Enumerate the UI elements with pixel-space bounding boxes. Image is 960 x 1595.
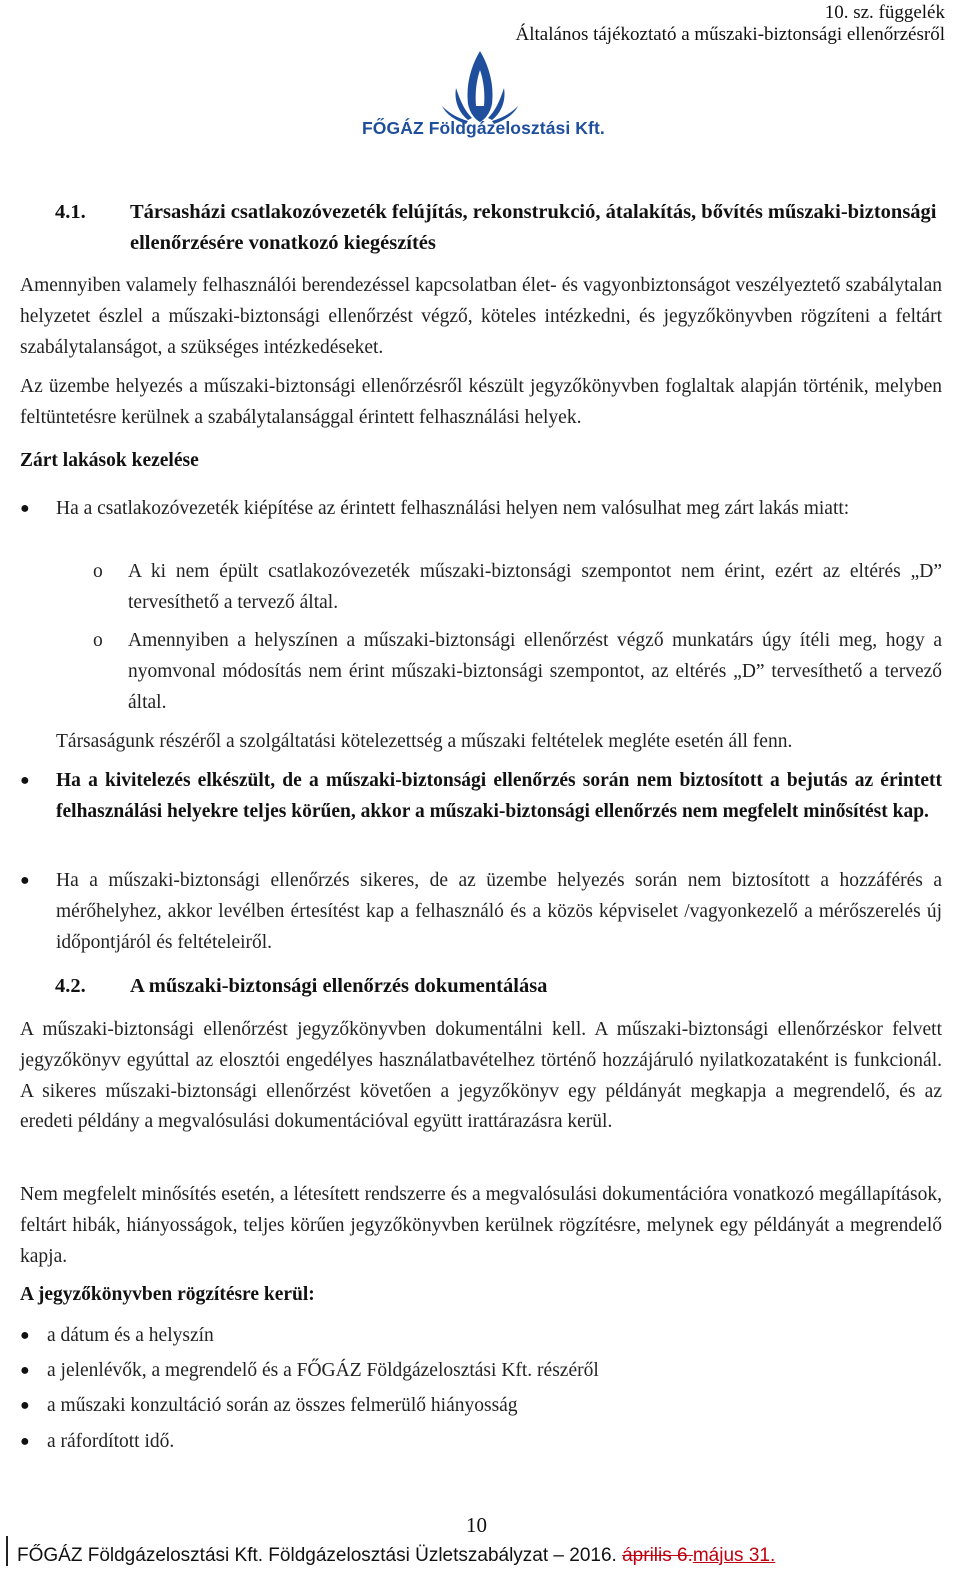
closed-apartments-heading: Zárt lakások kezelése — [20, 450, 199, 471]
record-heading: A jegyzőkönyvben rögzítésre kerül: — [20, 1284, 315, 1305]
sub-bullet-marker: o — [93, 630, 103, 651]
bullet-marker: ● — [20, 772, 30, 789]
sub-bullet-marker: o — [93, 561, 103, 582]
footer-deleted-date: április 6. — [622, 1545, 693, 1566]
bullet-marker: ● — [20, 1362, 30, 1379]
sub-item-1: A ki nem épült csatlakozóvezeték műszaki-biztonsági szempontot nem érint, ezért az eltérés „D” tervesíthető a tervező által. — [128, 561, 942, 613]
appendix-label: 10. sz. függelék — [824, 2, 945, 23]
bullet-meter-access: Ha a műszaki-biztonsági ellenőrzés sikeres, de az üzembe helyezés során nem biztosított a hozzáférés a mérőhelyhez, akkor levélben értesítést kap a felhasználó és a közös képviselet /vagyonkezelő a mérőszerelés új időpontjáról és feltételeiről. — [56, 870, 942, 953]
footer-inserted-date: május 31. — [692, 1545, 776, 1566]
paragraph-commissioning: Az üzembe helyezés a műszaki-biztonsági ellenőrzésről készült jegyzőkönyvben foglaltak alapján történik, melyben feltüntetésre kerülnek a szabálytalansággal érintett felhasználási helyek. — [20, 376, 942, 428]
list-item: a dátum és a helyszín — [47, 1325, 214, 1346]
section-number: 4.2. — [55, 975, 86, 997]
sub-item-2: Amennyiben a helyszínen a műszaki-biztonsági ellenőrzést végző munkatárs úgy ítéli meg, hogy a nyomvonal módosítás nem érint műszaki-biztonsági szempontot, az eltérés „D” tervesíthető a tervező által. — [128, 630, 942, 713]
section-title: A műszaki-biztonsági ellenőrzés dokumentálása — [130, 975, 548, 997]
list-item: a jelenlévők, a megrendelő és a FŐGÁZ Földgázelosztási Kft. részéről — [47, 1360, 599, 1381]
list-item: a műszaki konzultáció során az összes felmerülő hiányosság — [47, 1395, 518, 1416]
bullet-marker: ● — [20, 500, 30, 517]
bullet-access-not-provided: Ha a kivitelezés elkészült, de a műszaki-biztonsági ellenőrzés során nem biztosított a bejutás az érintett felhasználási helyekre teljes körűen, akkor a műszaki-biztonsági ellenőrzés nem megfelelt minősítést kap. — [56, 770, 942, 822]
logo-wordmark: FŐGÁZ Földgázelosztási Kft. — [362, 118, 605, 138]
bullet-closed-apartment: Ha a csatlakozóvezeték kiépítése az érintett felhasználási helyen nem valósulhat meg zárt lakás miatt: — [56, 498, 850, 519]
bullet-marker: ● — [20, 1433, 30, 1450]
paragraph-irregularity: Amennyiben valamely felhasználói berendezéssel kapcsolatban élet- és vagyonbiztonságot veszélyeztető szabálytalan helyzetet észlel a műszaki-biztonsági ellenőrzést végző, köteles intézkedni, és jegyzőkönyvben rögzíteni a feltárt szabálytalanságot, a szükséges intézkedéseket. — [20, 275, 942, 358]
service-obligation-note: Társaságunk részéről a szolgáltatási kötelezettség a műszaki feltételek megléte esetén áll fenn. — [56, 731, 793, 752]
footer-text — [17, 1545, 775, 1567]
paragraph-documentation: A műszaki-biztonsági ellenőrzést jegyzőkönyvben dokumentálni kell. A műszaki-biztonsági ellenőrzéskor felvett jegyzőkönyv egyúttal az elosztói engedélyes használatbavételhez történő hozzájáruló nyilatkozataként is funkcionál. A sikeres műszaki-biztonsági ellenőrzést követően a jegyzőkönyv egy példányát megkapja a megrendelő, és az eredeti példány a megvalósulási dokumentációval együtt irattárazásra kerül. — [20, 1019, 942, 1133]
section-number: 4.1. — [55, 201, 86, 223]
section-heading-4-1 — [55, 197, 945, 259]
section-title: Társasházi csatlakozóvezeték felújítás, rekonstrukció, átalakítás, bővítés műszaki-biztonsági ellenőrzésére vonatkozó kiegészítés — [130, 201, 937, 254]
list-item: a ráfordított idő. — [47, 1431, 175, 1452]
footer-main: FŐGÁZ Földgázelosztási Kft. Földgázelosztási Üzletszabályzat – 2016. — [17, 1545, 617, 1566]
page-number: 10 — [466, 1513, 487, 1537]
bullet-marker: ● — [20, 1397, 30, 1414]
document-subtitle: Általános tájékoztató a műszaki-biztonsági ellenőrzésről — [515, 24, 945, 45]
paragraph-nonconformity: Nem megfelelt minősítés esetén, a létesített rendszerre és a megvalósulási dokumentációra vonatkozó megállapítások, feltárt hibák, hiányosságok, teljes körűen jegyzőkönyvben kerülnek rögzítésre, melynek egy példányát a megrendelő kapja. — [20, 1184, 942, 1267]
bullet-marker: ● — [20, 1327, 30, 1344]
section-heading-4-2 — [55, 971, 945, 1002]
revision-bar — [6, 1536, 8, 1566]
bullet-marker: ● — [20, 872, 30, 889]
